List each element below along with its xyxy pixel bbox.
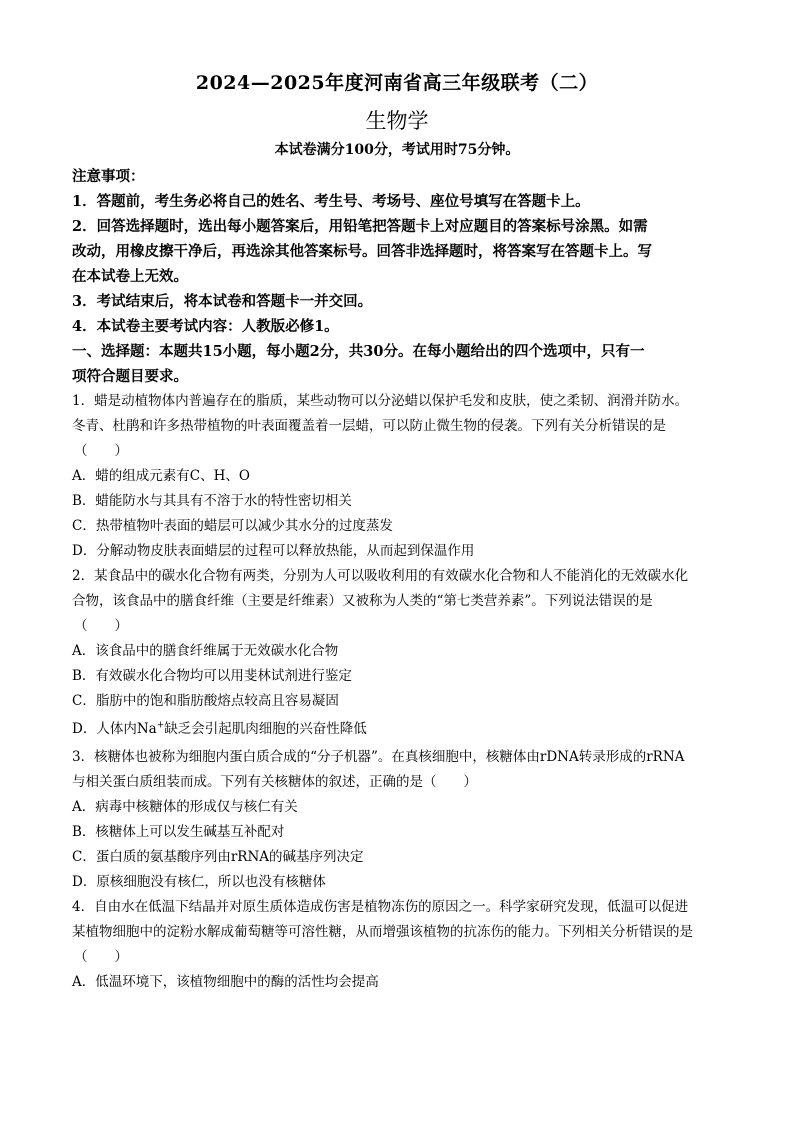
section-line: 一、选择题：本题共15小题，每小题2分，共30分。在每小题给出的四个选项中，只有一: [72, 343, 645, 360]
option-d-text-post: 缺乏会引起肌肉细胞的兴奋性降低: [164, 721, 367, 737]
note-item: 在本试卷上无效。: [72, 268, 188, 285]
note-item: 1．答题前，考生务必将自己的姓名、考生号、考场号、座位号填写在答题卡上。: [72, 193, 590, 210]
question-3: [72, 745, 722, 895]
option-d: [72, 717, 722, 742]
question-stem-line: 与相关蛋白质组装而成。下列有关核糖体的叙述，正确的是（ ）: [72, 774, 477, 790]
note-item: 2．回答选择题时，选出每小题答案后，用铅笔把答题卡上对应题目的答案标号涂黑。如需: [72, 218, 648, 235]
answer-blank: （ ）: [74, 443, 128, 459]
option-a: A．病毒中核糖体的形成仅与核仁有关: [72, 799, 298, 815]
note-item: 改动，用橡皮擦干净后，再选涂其他答案标号。回答非选择题时，将答案写在答题卡上。写: [72, 243, 652, 260]
question-stem-line: 冬青、杜鹃和许多热带植物的叶表面覆盖着一层蜡，可以防止微生物的侵袭。下列有关分析错误的是: [72, 418, 666, 434]
option-d: D．原核细胞没有核仁，所以也没有核糖体: [72, 874, 326, 890]
question-stem-line: 2．某食品中的碳水化合物有两类，分别为人可以吸收利用的有效碳水化合物和人不能消化的无效碳水化: [72, 568, 689, 584]
question-1: [72, 389, 722, 564]
note-item: 4．本试卷主要考试内容：人教版必修1。: [72, 318, 339, 335]
option-c: C．脂肪中的饱和脂肪酸熔点较高且容易凝固: [72, 693, 339, 709]
option-b: B．核糖体上可以发生碱基互补配对: [72, 824, 285, 840]
option-c: C．热带植物叶表面的蜡层可以减少其水分的过度蒸发: [72, 518, 393, 534]
option-d-text-pre: D．人体内Na: [72, 721, 157, 737]
score-time-line: 本试卷满分100分，考试用时75分钟。: [274, 142, 520, 158]
option-a: A．该食品中的膳食纤维属于无效碳水化合物: [72, 643, 339, 659]
answer-blank: （ ）: [74, 949, 128, 965]
exam-title: 2024—2025年度河南省高三年级联考（二）: [195, 72, 599, 94]
superscript-plus: +: [156, 720, 165, 731]
option-b: B．有效碳水化合物均可以用斐林试剂进行鉴定: [72, 668, 352, 684]
option-c: C．蛋白质的氨基酸序列由rRNA的碱基序列决定: [72, 849, 364, 865]
question-2: [72, 564, 722, 742]
question-stem-line: 某植物细胞中的淀粉水解成葡萄糖等可溶性糖，从而增强该植物的抗冻伤的能力。下列相关分析错误的是: [72, 924, 693, 940]
answer-blank: （ ）: [74, 618, 128, 634]
subject-title: 生物学: [365, 109, 429, 133]
section-heading: [72, 339, 722, 389]
question-4: [72, 895, 722, 995]
question-stem-line: 3．核糖体也被称为细胞内蛋白质合成的“分子机器”。在真核细胞中，核糖体由rDNA转录形成的rRNA: [72, 749, 685, 765]
note-item: 3．考试结束后，将本试卷和答题卡一并交回。: [72, 293, 373, 310]
option-a: A．低温环境下，该植物细胞中的酶的活性均会提高: [72, 974, 379, 990]
question-stem-line: 合物，该食品中的膳食纤维（主要是纤维素）又被称为人类的“第七类营养素”。下列说法错误的是: [72, 593, 653, 609]
notes-heading: 注意事项：: [72, 168, 145, 185]
notes-block: [72, 164, 722, 339]
option-d: D．分解动物皮肤表面蜡层的过程可以释放热能，从而起到保温作用: [72, 543, 475, 559]
option-a: A．蜡的组成元素有C、H、O: [72, 468, 250, 484]
option-b: B．蜡能防水与其具有不溶于水的特性密切相关: [72, 493, 352, 509]
question-stem-line: 1．蜡是动植物体内普遍存在的脂质，某些动物可以分泌蜡以保护毛发和皮肤，使之柔韧、润滑并防水。: [72, 393, 689, 409]
section-line: 项符合题目要求。: [72, 368, 188, 385]
question-stem-line: 4．自由水在低温下结晶并对原生质体造成伤害是植物冻伤的原因之一。科学家研究发现，低温可以促进: [72, 899, 689, 915]
